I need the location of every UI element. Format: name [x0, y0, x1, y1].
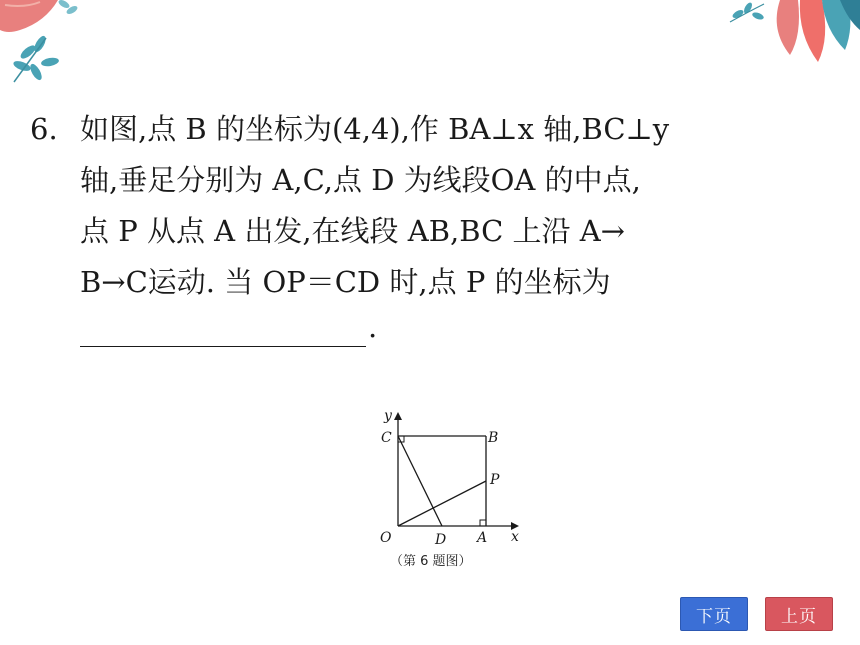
label-d: D — [435, 532, 447, 548]
geometry-figure — [365, 404, 525, 574]
problem-line-1: 6. 如图,点 B 的坐标为(4,4),作 BA⊥x 轴,BC⊥y — [30, 104, 820, 155]
y-axis-arrow — [394, 412, 402, 420]
problem-number: 6. — [30, 112, 58, 146]
leaf-decoration-top-left — [0, 0, 120, 95]
answer-end-mark: . — [368, 310, 378, 344]
prev-page-button[interactable]: 上页 — [765, 597, 833, 631]
label-c: C — [381, 430, 392, 446]
label-o: O — [380, 530, 392, 546]
right-angle-a — [480, 520, 486, 526]
segment-cd — [398, 436, 442, 526]
label-x: x — [511, 529, 519, 545]
label-b: B — [488, 430, 499, 446]
segment-op — [398, 481, 486, 526]
next-page-button[interactable]: 下页 — [680, 597, 748, 631]
label-p: P — [490, 472, 500, 488]
problem-line-4: B→C运动. 当 OP＝CD 时,点 P 的坐标为 — [80, 265, 611, 299]
problem-line-3: 点 P 从点 A 出发,在线段 AB,BC 上沿 A→ — [80, 214, 625, 248]
problem-text — [30, 104, 820, 308]
answer-blank — [80, 346, 366, 347]
problem-line-2: 轴,垂足分别为 A,C,点 D 为线段OA 的中点, — [80, 163, 641, 197]
label-y: y — [384, 408, 392, 424]
label-a: A — [477, 530, 488, 546]
leaf-decoration-top-right — [720, 0, 860, 72]
figure-caption: （第 6 题图） — [390, 554, 472, 569]
